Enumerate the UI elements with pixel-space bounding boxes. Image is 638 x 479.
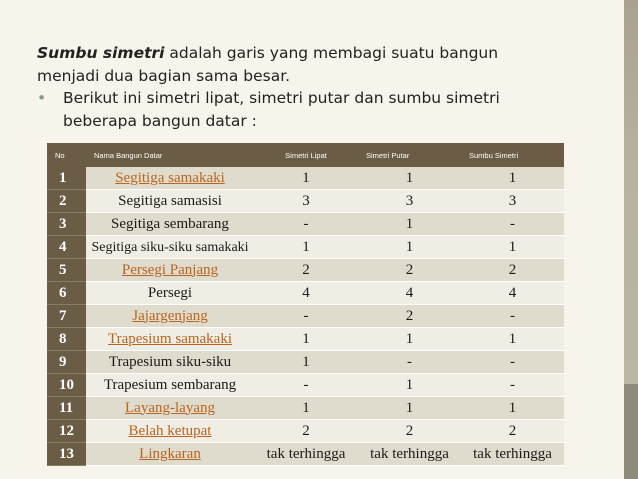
cell-no: 3 (47, 213, 86, 236)
cell-putar: 1 (358, 236, 461, 259)
cell-name: Trapesium sembarang (86, 374, 254, 397)
cell-no: 7 (47, 305, 86, 328)
cell-name: Trapesium siku-siku (86, 351, 254, 374)
cell-lipat: 1 (254, 167, 358, 190)
definition-paragraph (37, 42, 597, 87)
table-row (47, 374, 564, 397)
cell-lipat: - (254, 374, 358, 397)
cell-no: 9 (47, 351, 86, 374)
cell-sumbu: - (461, 374, 564, 397)
cell-sumbu: 1 (461, 397, 564, 420)
cell-name-link[interactable]: Jajargenjang (86, 305, 254, 328)
cell-name: Segitiga samasisi (86, 190, 254, 213)
cell-putar: 3 (358, 190, 461, 213)
cell-sumbu: 1 (461, 328, 564, 351)
table-header-row (47, 143, 564, 167)
cell-no: 10 (47, 374, 86, 397)
cell-no: 6 (47, 282, 86, 305)
cell-name-link[interactable]: Trapesium samakaki (86, 328, 254, 351)
table-row (47, 305, 564, 328)
cell-name: Persegi (86, 282, 254, 305)
cell-sumbu: 2 (461, 259, 564, 282)
header-no: No (47, 143, 86, 167)
cell-sumbu: tak terhingga (461, 443, 564, 466)
cell-name-link[interactable]: Layang-layang (86, 397, 254, 420)
cell-no: 5 (47, 259, 86, 282)
definition-text: adalah garis yang membagi suatu bangun (164, 44, 499, 62)
cell-no: 4 (47, 236, 86, 259)
cell-putar: 1 (358, 167, 461, 190)
cell-lipat: - (254, 213, 358, 236)
cell-putar: 2 (358, 305, 461, 328)
cell-lipat: 2 (254, 259, 358, 282)
cell-name: Segitiga sembarang (86, 213, 254, 236)
cell-putar: - (358, 351, 461, 374)
cell-putar: tak terhingga (358, 443, 461, 466)
right-decorative-bar (624, 0, 638, 479)
cell-sumbu: 2 (461, 420, 564, 443)
cell-name-link[interactable]: Segitiga samakaki (86, 167, 254, 190)
table-row (47, 397, 564, 420)
cell-putar: 1 (358, 213, 461, 236)
cell-lipat: tak terhingga (254, 443, 358, 466)
cell-sumbu: 4 (461, 282, 564, 305)
definition-term: Sumbu simetri (37, 44, 165, 62)
cell-no: 2 (47, 190, 86, 213)
cell-name-link[interactable]: Belah ketupat (86, 420, 254, 443)
table-row (47, 420, 564, 443)
cell-name-link[interactable]: Persegi Panjang (86, 259, 254, 282)
cell-name-link[interactable]: Lingkaran (86, 443, 254, 466)
cell-no: 12 (47, 420, 86, 443)
cell-lipat: - (254, 305, 358, 328)
cell-sumbu: 1 (461, 236, 564, 259)
table-row (47, 443, 564, 466)
cell-sumbu: - (461, 213, 564, 236)
cell-lipat: 1 (254, 351, 358, 374)
bullet-text-line2: beberapa bangun datar : (63, 111, 257, 130)
bullet-paragraph (37, 87, 597, 132)
cell-lipat: 1 (254, 328, 358, 351)
header-sumbu-simetri: Sumbu Simetri (461, 143, 564, 167)
header-name: Nama Bangun Datar (86, 143, 254, 167)
cell-sumbu: 1 (461, 167, 564, 190)
symmetry-table (47, 143, 564, 466)
header-simetri-lipat: Simetri Lipat (254, 143, 358, 167)
definition-text-line2: menjadi dua bagian sama besar. (37, 66, 291, 85)
cell-lipat: 4 (254, 282, 358, 305)
cell-putar: 4 (358, 282, 461, 305)
cell-lipat: 1 (254, 397, 358, 420)
table-row (47, 282, 564, 305)
table-row (47, 190, 564, 213)
cell-no: 13 (47, 443, 86, 466)
cell-lipat: 1 (254, 236, 358, 259)
table-row (47, 236, 564, 259)
cell-no: 8 (47, 328, 86, 351)
table-row (47, 167, 564, 190)
table-row (47, 351, 564, 374)
cell-sumbu: - (461, 305, 564, 328)
cell-putar: 1 (358, 397, 461, 420)
cell-sumbu: - (461, 351, 564, 374)
cell-putar: 2 (358, 259, 461, 282)
cell-no: 1 (47, 167, 86, 190)
table-row (47, 259, 564, 282)
cell-lipat: 3 (254, 190, 358, 213)
bullet-icon: • (37, 89, 47, 107)
table-row (47, 213, 564, 236)
right-bar-accent (624, 384, 638, 479)
bullet-text-line1: Berikut ini simetri lipat, simetri putar dan sumbu simetri (63, 89, 500, 107)
table-row (47, 328, 564, 351)
cell-putar: 2 (358, 420, 461, 443)
cell-lipat: 2 (254, 420, 358, 443)
cell-putar: 1 (358, 328, 461, 351)
cell-no: 11 (47, 397, 86, 420)
header-simetri-putar: Simetri Putar (358, 143, 461, 167)
cell-putar: 1 (358, 374, 461, 397)
cell-name: Segitiga siku-siku samakaki (86, 236, 254, 259)
cell-sumbu: 3 (461, 190, 564, 213)
intro-text (37, 42, 597, 132)
